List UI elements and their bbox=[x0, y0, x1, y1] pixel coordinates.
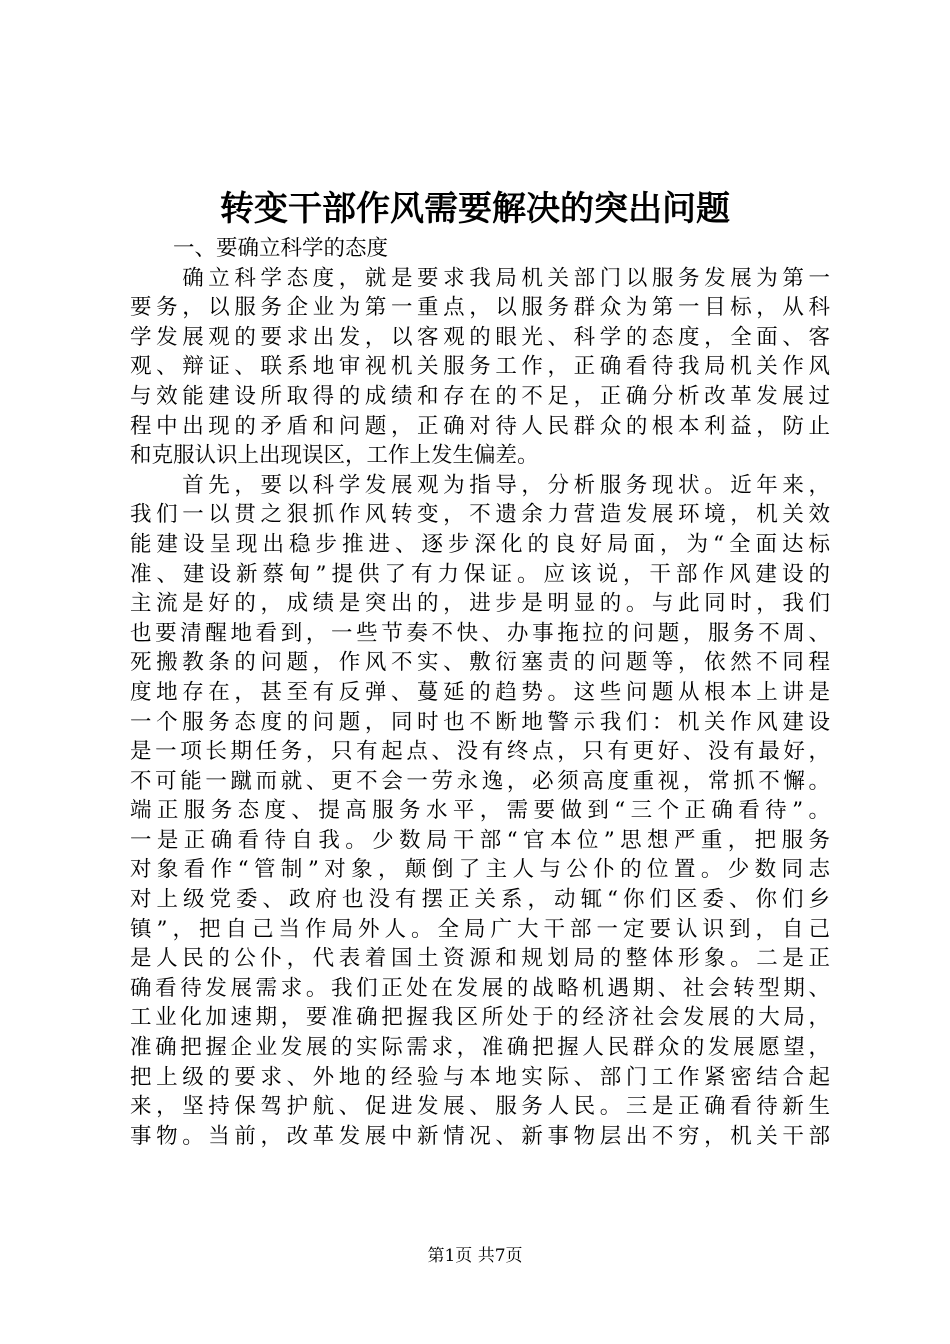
text-line: 首先，要以科学发展观为指导，分析服务现状。近年来， bbox=[130, 472, 830, 498]
text-line: 端正服务态度、提高服务水平，需要做到“三个正确看待”。 bbox=[130, 798, 830, 824]
text-line: 主流是好的，成绩是突出的，进步是明显的。与此同时，我们 bbox=[130, 591, 830, 617]
text-line: 对上级党委、政府也没有摆正关系，动辄“你们区委、你们乡 bbox=[130, 887, 830, 913]
text-line: 一、要确立科学的态度 bbox=[130, 236, 389, 261]
text-line: 一是正确看待自我。少数局干部“官本位”思想严重，把服务 bbox=[130, 827, 830, 853]
text-line: 死搬教条的问题，作风不实、敷衍塞责的问题等，依然不同程 bbox=[130, 650, 830, 676]
text-line: 工业化加速期，要准确把握我区所处于的经济社会发展的大局， bbox=[130, 1005, 830, 1031]
text-line: 度地存在，甚至有反弹、蔓延的趋势。这些问题从根本上讲是 bbox=[130, 679, 830, 705]
text-line: 确立科学态度，就是要求我局机关部门以服务发展为第一 bbox=[130, 265, 830, 291]
text-line: 来，坚持保驾护航、促进发展、服务人民。三是正确看待新生 bbox=[130, 1094, 830, 1120]
text-line: 准确把握企业发展的实际需求，准确把握人民群众的发展愿望， bbox=[130, 1035, 830, 1061]
text-line: 和克服认识上出现误区，工作上发生偏差。 bbox=[130, 443, 539, 469]
text-line: 一个服务态度的问题，同时也不断地警示我们：机关作风建设 bbox=[130, 709, 830, 735]
text-line: 镇”，把自己当作局外人。全局广大干部一定要认识到，自己 bbox=[130, 916, 830, 942]
text-line: 与效能建设所取得的成绩和存在的不足，正确分析改革发展过 bbox=[130, 383, 830, 409]
page-footer: 第1页 共7页 bbox=[427, 1246, 523, 1266]
text-line: 程中出现的矛盾和问题，正确对待人民群众的根本利益，防止 bbox=[130, 413, 830, 439]
text-line: 把上级的要求、外地的经验与本地实际、部门工作紧密结合起 bbox=[130, 1064, 830, 1090]
text-line: 是人民的公仆，代表着国土资源和规划局的整体形象。二是正 bbox=[130, 946, 830, 972]
text-line: 我们一以贯之狠抓作风转变，不遗余力营造发展环境，机关效 bbox=[130, 502, 830, 528]
text-line: 能建设呈现出稳步推进、逐步深化的良好局面，为“全面达标 bbox=[130, 531, 830, 557]
document-title: 转变干部作风需要解决的突出问题 bbox=[220, 189, 730, 229]
text-line: 是一项长期任务，只有起点、没有终点，只有更好、没有最好， bbox=[130, 739, 830, 765]
text-line: 事物。当前，改革发展中新情况、新事物层出不穷，机关干部 bbox=[130, 1123, 830, 1149]
document-body bbox=[130, 234, 830, 1151]
text-line: 学发展观的要求出发，以客观的眼光、科学的态度，全面、客 bbox=[130, 324, 830, 350]
text-line: 准、建设新蔡甸”提供了有力保证。应该说，干部作风建设的 bbox=[130, 561, 830, 587]
text-line: 对象看作“管制”对象，颠倒了主人与公仆的位置。少数同志 bbox=[130, 857, 830, 883]
text-line: 不可能一蹴而就、更不会一劳永逸，必须高度重视，常抓不懈。 bbox=[130, 768, 830, 794]
text-line: 要务，以服务企业为第一重点，以服务群众为第一目标，从科 bbox=[130, 295, 830, 321]
text-line: 也要清醒地看到，一些节奏不快、办事拖拉的问题，服务不周、 bbox=[130, 620, 830, 646]
text-line: 观、辩证、联系地审视机关服务工作，正确看待我局机关作风 bbox=[130, 354, 830, 380]
text-line: 确看待发展需求。我们正处在发展的战略机遇期、社会转型期、 bbox=[130, 975, 830, 1001]
